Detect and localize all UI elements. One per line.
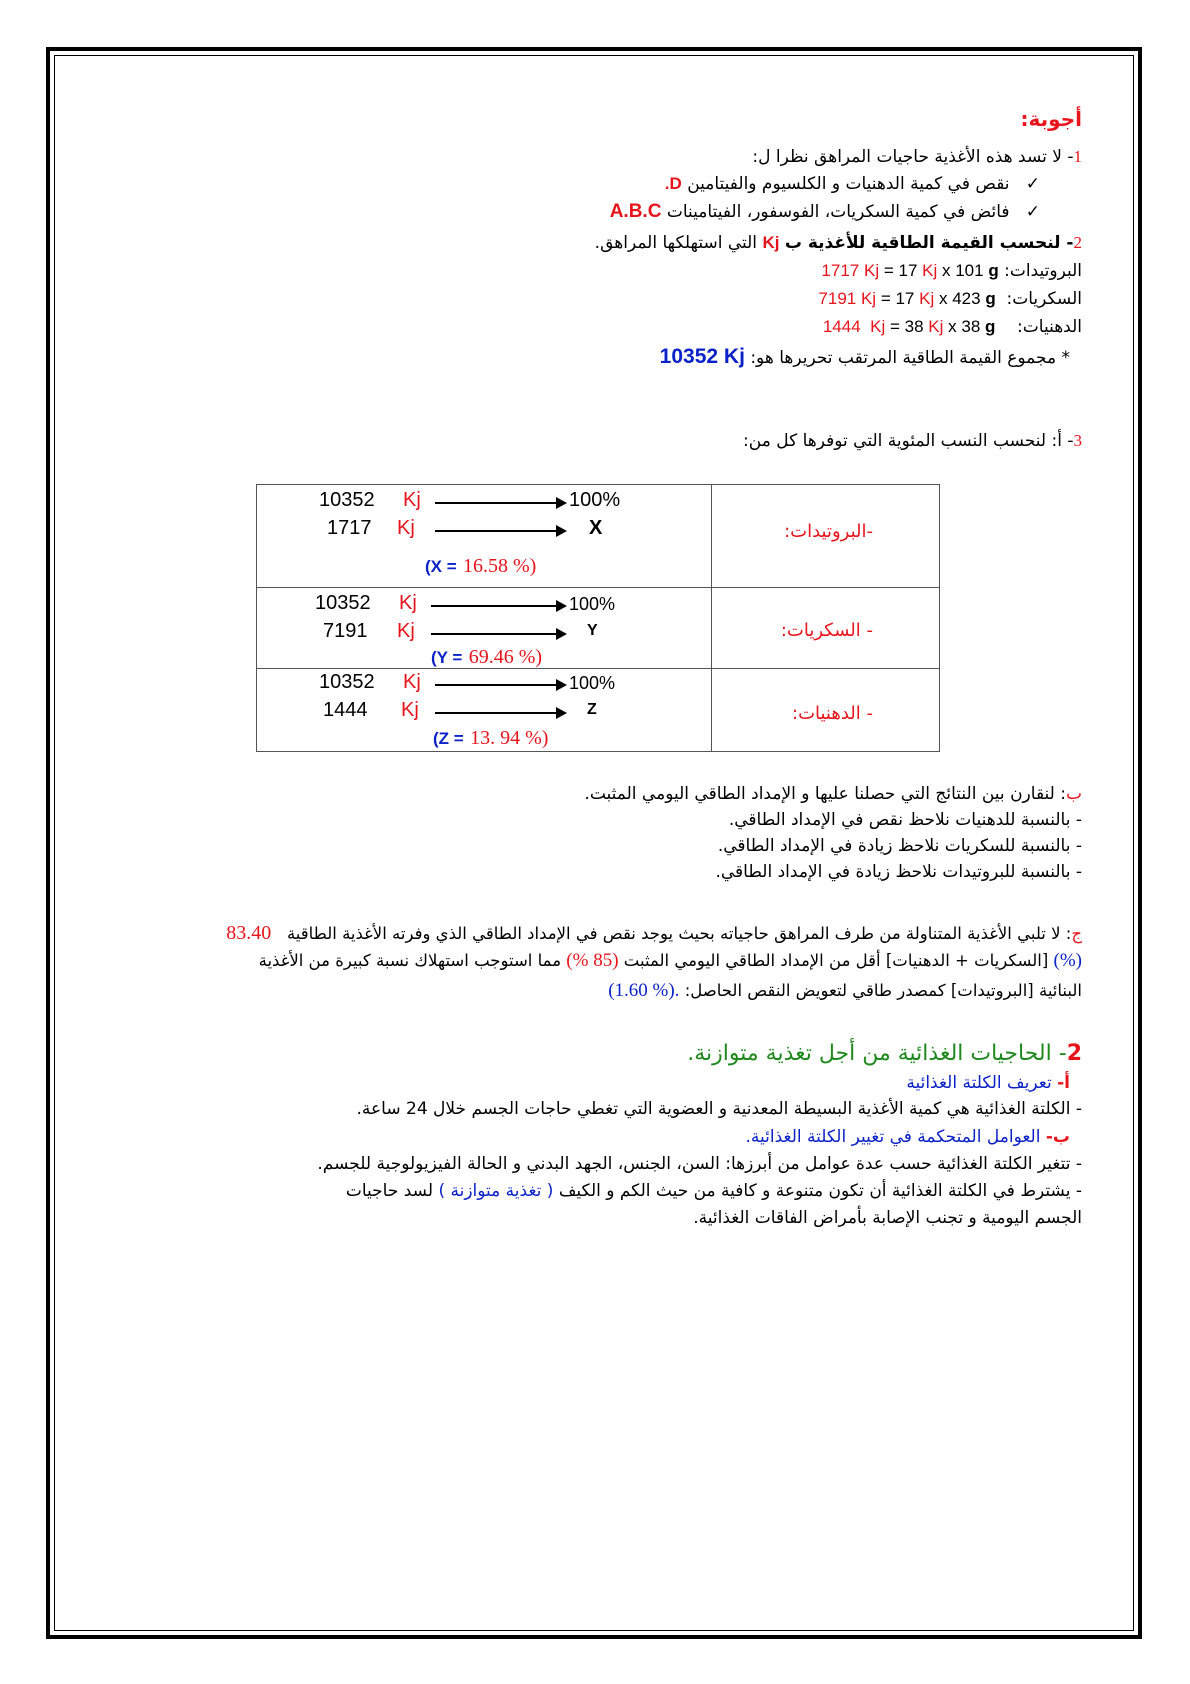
label-cell [712,669,940,752]
energy-equation: 7191 Kj = 17 Kj x 423 g [818,289,996,308]
hundred-percent: 100% [569,673,616,693]
q3c-line-3 [608,980,1082,1002]
item-value: 1444 [323,699,368,721]
unit-kj: Kj [397,517,415,539]
percentage-table [256,484,940,752]
q3b-line [584,783,1082,805]
table-row [257,669,940,752]
q3b-item: - بالنسبة للسكريات نلاحظ زيادة في الإمداد الطاقي. [717,836,1082,856]
sec2-a-title: تعريف الكلتة الغذائية [906,1073,1052,1093]
q1-b1-text: نقص في كمية الدهنيات و الكلسيوم والفيتامين [687,174,1010,194]
q3c-text-2b: مما استوجب استهلاك نسبة كبيرة من الأغذية [258,951,562,970]
answers-title: أجوبة: [1020,107,1082,131]
row-label: - السكريات: [780,620,873,641]
table-row [257,485,940,588]
q1-number: 1 [1073,147,1082,166]
sec2-b-text-2a: - يشترط في الكلتة الغذائية أن تكون متنوعة و كافية من حيث الكم و الكيف [558,1181,1082,1201]
q3-number: 3 [1073,431,1082,450]
unknown-var: Z [587,701,597,718]
total-value: 10352 [319,671,375,693]
sec2-b-text-2b: لسد حاجيات [345,1181,434,1201]
total-value: 10352 [315,592,371,614]
calc-cell [257,485,712,588]
sec2-b-title: العوامل المتحكمة في تغيير الكلتة الغذائية. [745,1127,1041,1147]
sec2-a-heading [906,1072,1070,1094]
q3b-letter: ب [1065,784,1082,804]
q2-kj: Kj [762,233,780,252]
sec2-a-text: - الكلتة الغذائية هي كمية الأغذية البسيطة المعدنية و العضوية التي تغطي حاجات الجسم خلال 24 ساعة. [356,1099,1082,1119]
label-cell [712,588,940,669]
sec2-b-line-3: الجسم اليومية و تجنب الإصابة بأمراض الفاقات الغذائية. [693,1208,1082,1228]
arrow-icon [435,712,565,714]
energy-label: السكريات: [1006,289,1082,309]
result: (Y = 69.46 %) [431,646,543,668]
item-value: 7191 [323,620,368,642]
energy-row-lipids [823,316,1082,338]
q3c-pct: (%) [1053,950,1082,971]
q3c-line-1 [226,922,1082,945]
q2-dash-text: - لنحسب القيمة الطاقية للأغذية ب [784,233,1074,253]
q3c-line-2 [259,950,1082,972]
q1-bullet-1 [665,173,1040,195]
total-value: 10352 [319,489,375,511]
total-energy-line [660,346,1070,369]
q3c-letter: ج [1071,924,1082,943]
q3c-text-2a: [السكريات + الدهنيات] أقل من الإمداد الطاقي اليومي المثبت [623,951,1049,970]
arrow-icon [431,605,565,607]
energy-label: الدهنيات: [1017,317,1082,337]
item-value: 1717 [327,517,372,539]
q1-line [752,146,1082,168]
arrow-icon [435,530,565,532]
energy-label: البروتيدات: [1004,261,1082,281]
energy-equation: 1717 Kj = 17 Kj x 101 g [821,261,999,280]
arrow-icon [431,633,565,635]
sec2-b-letter: ب- [1045,1127,1070,1147]
section-2-title-text: - الحاجيات الغذائية من أجل تغذية متوازنة. [687,1041,1067,1066]
energy-equation: 1444 Kj = 38 Kj x 38 g [822,317,996,336]
calc-cell [257,588,712,669]
q3c-text-3: البنائية [البروتيدات] كمصدر طاقي لتعويض النقص الحاصل: [684,981,1082,1000]
unit-kj: Kj [401,699,419,721]
q3c-value-3: (1.60 %). [608,980,680,1001]
unit-kj: Kj [403,671,421,693]
check-icon: ✓ [1025,174,1040,194]
unit-kj: Kj [403,489,421,511]
q3c-value-2: (% 85) [566,950,619,971]
check-icon: ✓ [1025,202,1040,222]
sec2-b-line-1: - تتغير الكلتة الغذائية حسب عدة عوامل من أبرزها: السن، الجنس، الجهد البدني و الحالة الفيزيولوجية للجسم. [317,1154,1082,1174]
q1-b2-em: A.B.C [609,201,662,222]
hundred-percent: 100% [569,489,621,511]
unit-kj: Kj [397,620,415,642]
energy-row-sugars [818,288,1082,310]
section-2-number: 2 [1066,1041,1082,1066]
q3b-text: : لنقارن بين النتائج التي حصلنا عليها و الإمداد الطاقي اليومي المثبت. [584,784,1066,804]
calc-cell [257,669,712,752]
q1-bullet-2 [610,201,1040,223]
sec2-b-heading [746,1126,1070,1148]
total-energy-text: * مجموع القيمة الطاقية المرتقب تحريرها هو: [750,348,1070,368]
section-2-title [687,1040,1082,1068]
q2-text-2: التي استهلكها المراهق. [594,233,758,253]
q1-text: - لا تسد هذه الأغذية حاجيات المراهق نظرا ل: [752,147,1074,167]
q1-b2-text: فائض في كمية السكريات، الفوسفور، الفيتامينات [666,202,1010,222]
q3a-text: - أ: لنحسب النسب المئوية التي توفرها كل من: [743,431,1074,451]
q3c-text-1: : لا تلبي الأغذية المتناولة من طرف المراهق حاجياته بحيث يوجد نقص في الإمداد الطاقي الذي وفرته الأغذية الطاقية [286,924,1072,943]
q2-number: 2 [1073,233,1082,252]
table-row [257,588,940,669]
q1-b1-em: D. [664,174,682,193]
unknown-var: X [589,517,603,539]
unknown-var: Y [587,622,598,639]
result: (X = 16.58 %) [425,555,537,577]
row-label: -البروتيدات: [784,521,873,542]
q3a-line [743,430,1082,452]
energy-row-proteins [821,260,1082,282]
row-label: - الدهنيات: [792,703,873,724]
hundred-percent: 100% [569,594,616,614]
total-energy-value: 10352 Kj [659,345,745,368]
sec2-a-letter: أ- [1057,1073,1070,1093]
q3b-item: - بالنسبة للبروتيدات نلاحظ زيادة في الإمداد الطاقي. [715,862,1082,882]
label-cell [712,485,940,588]
q2-line [595,232,1082,254]
q3c-value-1: 83.40 [226,922,272,944]
result: (Z = 13. 94 %) [433,727,549,749]
arrow-icon [435,502,565,504]
sec2-b-line-2 [346,1180,1082,1202]
arrow-icon [435,684,565,686]
q3b-item: - بالنسبة للدهنيات نلاحظ نقص في الإمداد الطاقي. [728,810,1082,830]
sec2-b-em: ( تغذية متوازنة ) [438,1181,554,1201]
unit-kj: Kj [399,592,417,614]
